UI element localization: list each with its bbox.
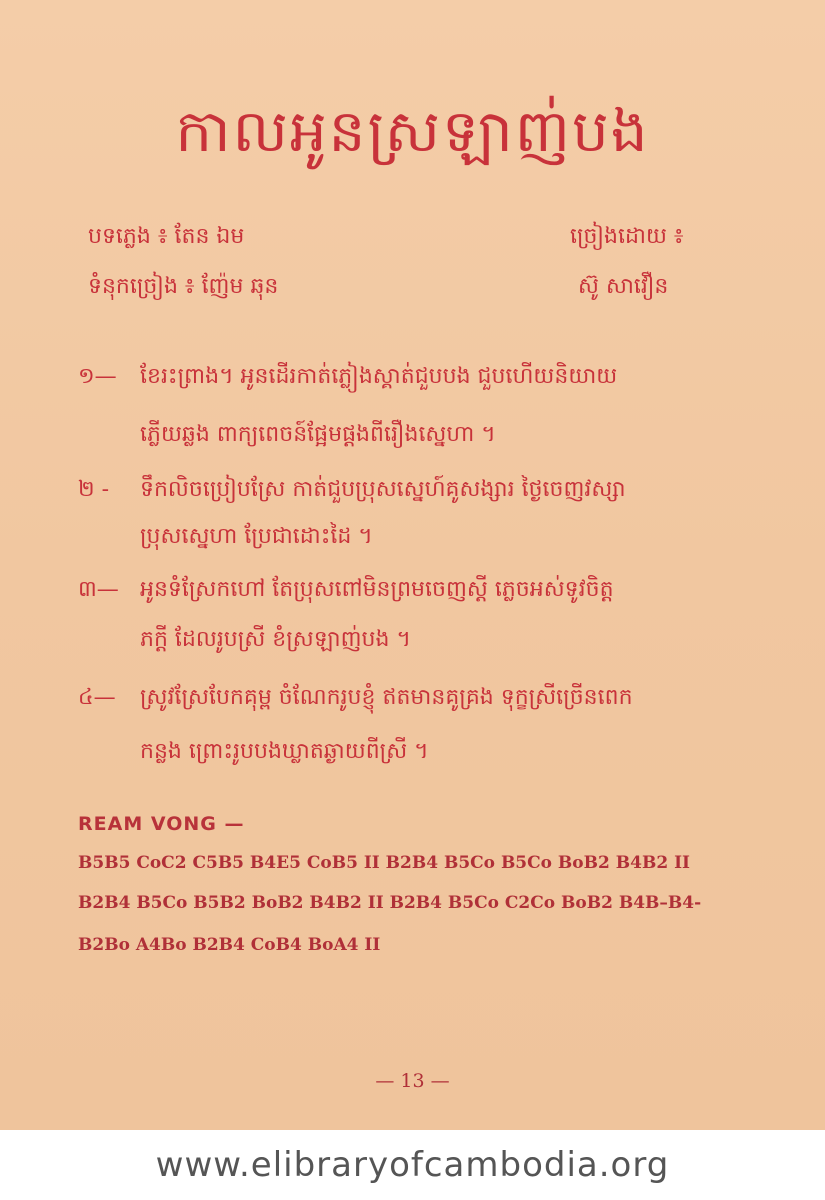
watermark: www.elibraryofcambodia.org <box>0 1130 825 1200</box>
chord-line: B2Bo A4Bo B2B4 CoB4 BoA4 II <box>78 935 381 955</box>
chord-line: B2B4 B5Co B5B2 BoB2 B4B2 II B2B4 B5Co C2Co BoB2 B4B–B4- <box>78 893 702 913</box>
verse-line: ស្រូវស្រែបែកគុម្ព ចំណែករូបខ្ញុំ ឥតមានគូគ្រង ទុក្ខស្រីច្រើនពេក <box>140 685 633 710</box>
verse-line: អូនទំស្រែកហៅ តែប្រុសពៅមិនព្រមចេញស្ដី ភ្លេចអស់ទូវចិត្ត <box>140 577 614 602</box>
page-number: — 13 — <box>375 1070 450 1092</box>
verse-line: ខែរះព្រាង។ អូនដើរកាត់ភ្លៀងស្គាត់ជួបបង ជួបហើយនិយាយ <box>140 364 618 389</box>
singer-label: ច្រៀងដោយ ៖ <box>570 224 684 249</box>
verse-number: ៤— <box>78 685 116 710</box>
singer-name: ស៊ូ សាវឿន <box>578 274 669 299</box>
verse-line: ប្រុសស្នេហា ប្រែជាដោះដៃ ។ <box>140 524 373 549</box>
verse-line: ភក្ដី ដែលរូបស្រី ខំស្រឡាញ់បង ។ <box>140 627 411 652</box>
song-title: កាលអូនស្រឡាញ់បង <box>175 97 650 165</box>
verse-number: ៣— <box>78 577 119 602</box>
composer-credit: បទភ្លេង ៖ តែន ឯម <box>88 224 245 249</box>
verse-number: ១— <box>78 364 117 389</box>
chord-line: B5B5 CoC2 C5B5 B4E5 CoB5 II B2B4 B5Co B5Co BoB2 B4B2 II <box>78 853 690 873</box>
ream-vong-heading: REAM VONG — <box>78 813 245 835</box>
verse-line: ភ្លើយឆ្លង ពាក្យពេចន៍ផ្អែមផ្ដងពីរឿងស្នេហា ។ <box>140 422 496 447</box>
lyricist-credit: ទំនុកច្រៀង ៖ ញ៉ែម ឆុន <box>88 274 279 299</box>
verse-number: ២ - <box>78 477 110 502</box>
verse-line: កន្លង ព្រោះរូបបងឃ្លាតឆ្ងាយពីស្រី ។ <box>140 739 429 764</box>
verse-line: ទឹកលិចប្រៀបស្រែ កាត់ជួបប្រុសស្នេហ៍គូសង្សារ ថ្ងៃចេញវស្សា <box>140 477 626 502</box>
